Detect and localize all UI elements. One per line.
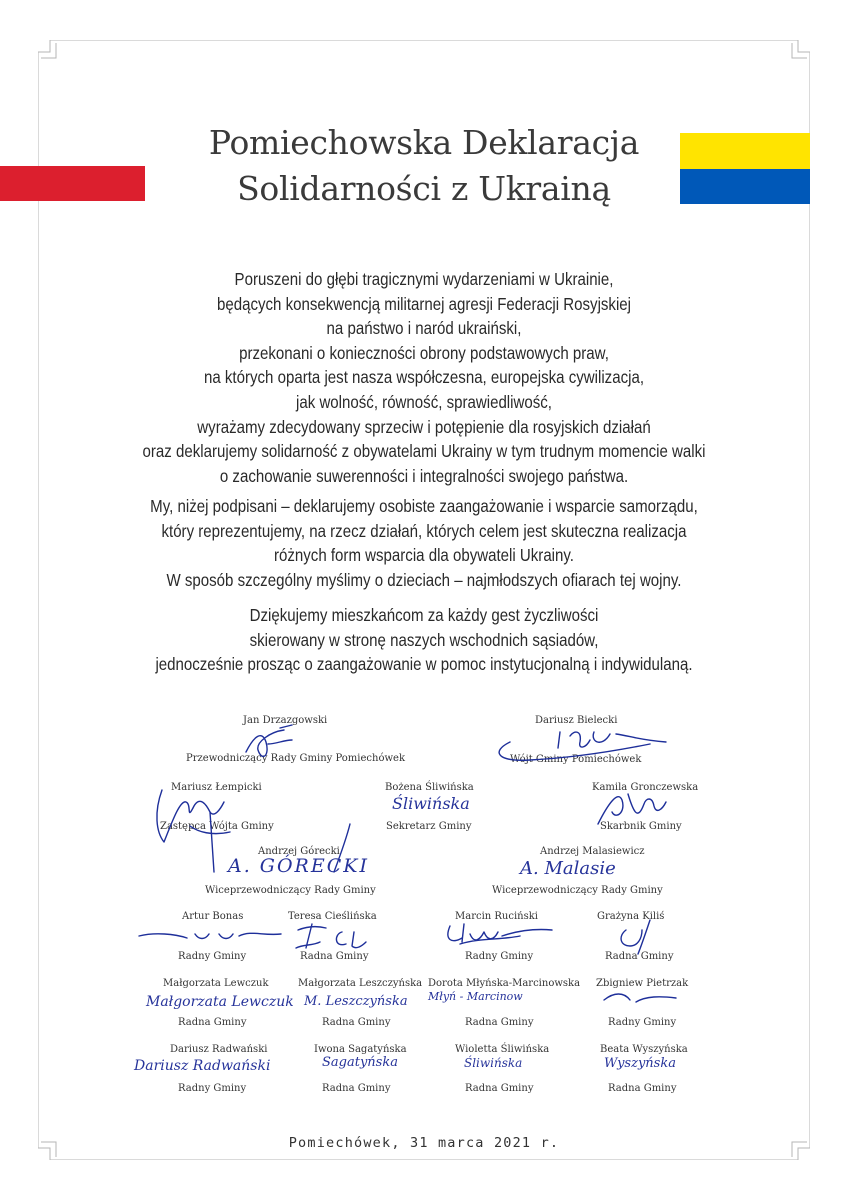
text-line: Dziękujemy mieszkańcom za każdy gest życzliwości	[249, 605, 599, 625]
signatory-name: Iwona Sagatyńska	[314, 1044, 407, 1055]
text-line: oraz deklarujemy solidarność z obywatelami Ukrainy w tym trudnym momencie walki	[142, 441, 706, 462]
signatory-name: Andrzej Górecki	[258, 846, 340, 857]
signatory-role: Radny Gminy	[608, 1017, 677, 1028]
title-line-2: Solidarności z Ukrainą	[237, 169, 611, 208]
signatory-pietrzak	[596, 977, 688, 990]
paragraph-2	[137, 494, 711, 592]
signatory-role: Radna Gminy	[608, 1083, 677, 1094]
signatory-name: Artur Bonas	[182, 911, 244, 922]
text-line: przekonani o konieczności obrony podstawowych praw,	[239, 342, 609, 363]
signatory-cieslinska	[288, 910, 377, 923]
paragraph-1	[137, 267, 711, 488]
signatory-name: Andrzej Malasiewicz	[540, 846, 645, 857]
signatory-kilis	[597, 910, 664, 923]
signatory-lempicki	[171, 781, 262, 794]
text-line: W sposób szczególny myślimy o dzieciach – najmłodszych ofiarach tej wojny.	[166, 569, 682, 590]
signatory-name: Mariusz Łempicki	[171, 782, 262, 793]
signature-gorecki: A. GÓRECKI	[228, 855, 369, 877]
signatory-role: Radna Gminy	[465, 1017, 534, 1028]
signatory-wyszynska-role	[608, 1082, 676, 1095]
signatory-role: Wiceprzewodniczący Rady Gminy	[492, 885, 663, 896]
signatory-leszczynska-role	[322, 1016, 390, 1029]
signature-leszczynska: M. Leszczyńska	[304, 994, 408, 1009]
signatory-name: Kamila Gronczewska	[592, 782, 699, 793]
signatory-role: Radna Gminy	[178, 1017, 247, 1028]
signatory-mlynska-role	[465, 1016, 533, 1029]
signature-b-sliwinska: Śliwińska	[392, 794, 470, 813]
signature-w-sliwinska: Śliwińska	[464, 1056, 523, 1070]
signatory-role: Radna Gminy	[300, 951, 369, 962]
signatory-name: Dorota Młyńska-Marcinowska	[428, 978, 581, 989]
text-line: jednocześnie prosząc o zaangażowanie w pomoc instytucjonalną i indywidulaną.	[155, 654, 693, 675]
signatory-malasiewicz	[540, 845, 645, 858]
signatory-radwanski	[170, 1043, 267, 1056]
signature-lewczuk: Małgorzata Lewczuk	[146, 994, 294, 1010]
place-date: Pomiechówek, 31 marca 2021 r.	[288, 1135, 560, 1151]
signatory-bonas-role	[178, 950, 246, 963]
signatory-role: Radna Gminy	[322, 1017, 391, 1028]
signatory-role: Radna Gminy	[322, 1083, 391, 1094]
signatory-b-sliwinska	[385, 781, 474, 794]
signatory-name: Zbigniew Pietrzak	[596, 978, 689, 989]
signatory-name: Marcin Ruciński	[455, 911, 538, 922]
title-line-1: Pomiechowska Deklaracja	[208, 123, 640, 162]
signatory-sagatynska-role	[322, 1082, 390, 1095]
signatory-name: Małgorzata Leszczyńska	[298, 978, 423, 989]
text-line: różnych form wsparcia dla obywateli Ukrainy.	[273, 545, 575, 566]
signatory-name: Beata Wyszyńska	[600, 1044, 688, 1055]
signatory-role: Radna Gminy	[465, 1083, 534, 1094]
document-title	[120, 120, 728, 212]
text-line: na których oparta jest nasza współczesna, europejska cywilizacja,	[203, 367, 644, 388]
signatory-name: Wioletta Śliwińska	[455, 1044, 550, 1055]
text-line: który reprezentujemy, na rzecz działań, których celem jest skuteczna realizacja	[161, 520, 687, 541]
signatory-role: Radny Gminy	[178, 1083, 247, 1094]
signatory-mlynska	[428, 977, 580, 990]
signatory-role: Przewodniczący Rady Gminy Pomiechówek	[186, 753, 406, 764]
signatory-name: Grażyna Kiliś	[597, 911, 665, 922]
signature-radwanski: Dariusz Radwański	[134, 1058, 271, 1074]
signatory-name: Jan Drzazgowski	[243, 715, 328, 726]
text-line: o zachowanie suwerenności i integralności swojego państwa.	[219, 465, 629, 486]
signature-wyszynska: Wyszyńska	[604, 1056, 676, 1071]
signatory-name: Teresa Cieślińska	[288, 911, 377, 922]
signatory-role: Radny Gminy	[178, 951, 247, 962]
text-line: będących konsekwencją militarnej agresji Federacji Rosyjskiej	[216, 293, 632, 314]
signatory-name: Małgorzata Lewczuk	[163, 978, 269, 989]
signatory-b-sliwinska-role	[386, 820, 472, 833]
signatory-rucinski	[455, 910, 538, 923]
signatory-drzazgowski-role	[186, 752, 405, 765]
signatory-w-sliwinska	[455, 1043, 549, 1056]
signatory-role: Zastępca Wójta Gminy	[160, 821, 274, 832]
signatory-rucinski-role	[465, 950, 533, 963]
text-line: My, niżej podpisani – deklarujemy osobiste zaangażowanie i wsparcie samorządu,	[150, 496, 698, 516]
signature-bonas	[135, 922, 285, 952]
signatory-bonas	[182, 910, 243, 923]
signatory-name: Dariusz Bielecki	[535, 715, 618, 726]
signatory-role: Sekretarz Gminy	[386, 821, 472, 832]
signatory-bielecki	[535, 714, 617, 727]
signatory-role: Radna Gminy	[605, 951, 674, 962]
signatory-radwanski-role	[178, 1082, 246, 1095]
text-line: wyrażamy zdecydowany sprzeciw i potępienie dla rosyjskich działań	[197, 416, 651, 437]
signatory-lempicki-role	[160, 820, 274, 833]
signatory-cieslinska-role	[300, 950, 368, 963]
signatory-pietrzak-role	[608, 1016, 676, 1029]
signatory-lewczuk	[163, 977, 269, 990]
signatory-leszczynska	[298, 977, 422, 990]
paragraph-3	[137, 603, 711, 677]
signatory-wyszynska	[600, 1043, 688, 1056]
signatory-gronczewska	[592, 781, 698, 794]
signatory-role: Radny Gminy	[465, 951, 534, 962]
signatory-drzazgowski	[243, 714, 327, 727]
signatory-bielecki-role	[510, 753, 641, 766]
signatory-w-sliwinska-role	[465, 1082, 533, 1095]
signatory-malasiewicz-role	[492, 884, 663, 897]
signatory-gronczewska-role	[600, 820, 682, 833]
signatory-role: Wójt Gminy Pomiechówek	[510, 754, 642, 765]
text-line: Poruszeni do głębi tragicznymi wydarzeniami w Ukrainie,	[234, 269, 614, 289]
signature-malasiewicz: A. Malasie	[520, 858, 616, 879]
signatory-name: Bożena Śliwińska	[385, 782, 474, 793]
signatory-role: Skarbnik Gminy	[600, 821, 682, 832]
signatory-role: Wiceprzewodniczący Rady Gminy	[205, 885, 376, 896]
signatory-gorecki-role	[205, 884, 376, 897]
signatory-kilis-role	[605, 950, 673, 963]
signature-cieslinska	[292, 920, 382, 952]
text-line: skierowany w stronę naszych wschodnich sąsiadów,	[249, 629, 599, 650]
signatory-lewczuk-role	[178, 1016, 246, 1029]
text-line: na państwo i naród ukraiński,	[326, 318, 522, 339]
signature-sagatynska: Sagatyńska	[322, 1055, 398, 1070]
signatory-name: Dariusz Radwański	[170, 1044, 268, 1055]
signature-mlynska: Młyń - Marcinow	[428, 990, 523, 1003]
text-line: jak wolność, równość, sprawiedliwość,	[296, 391, 552, 412]
